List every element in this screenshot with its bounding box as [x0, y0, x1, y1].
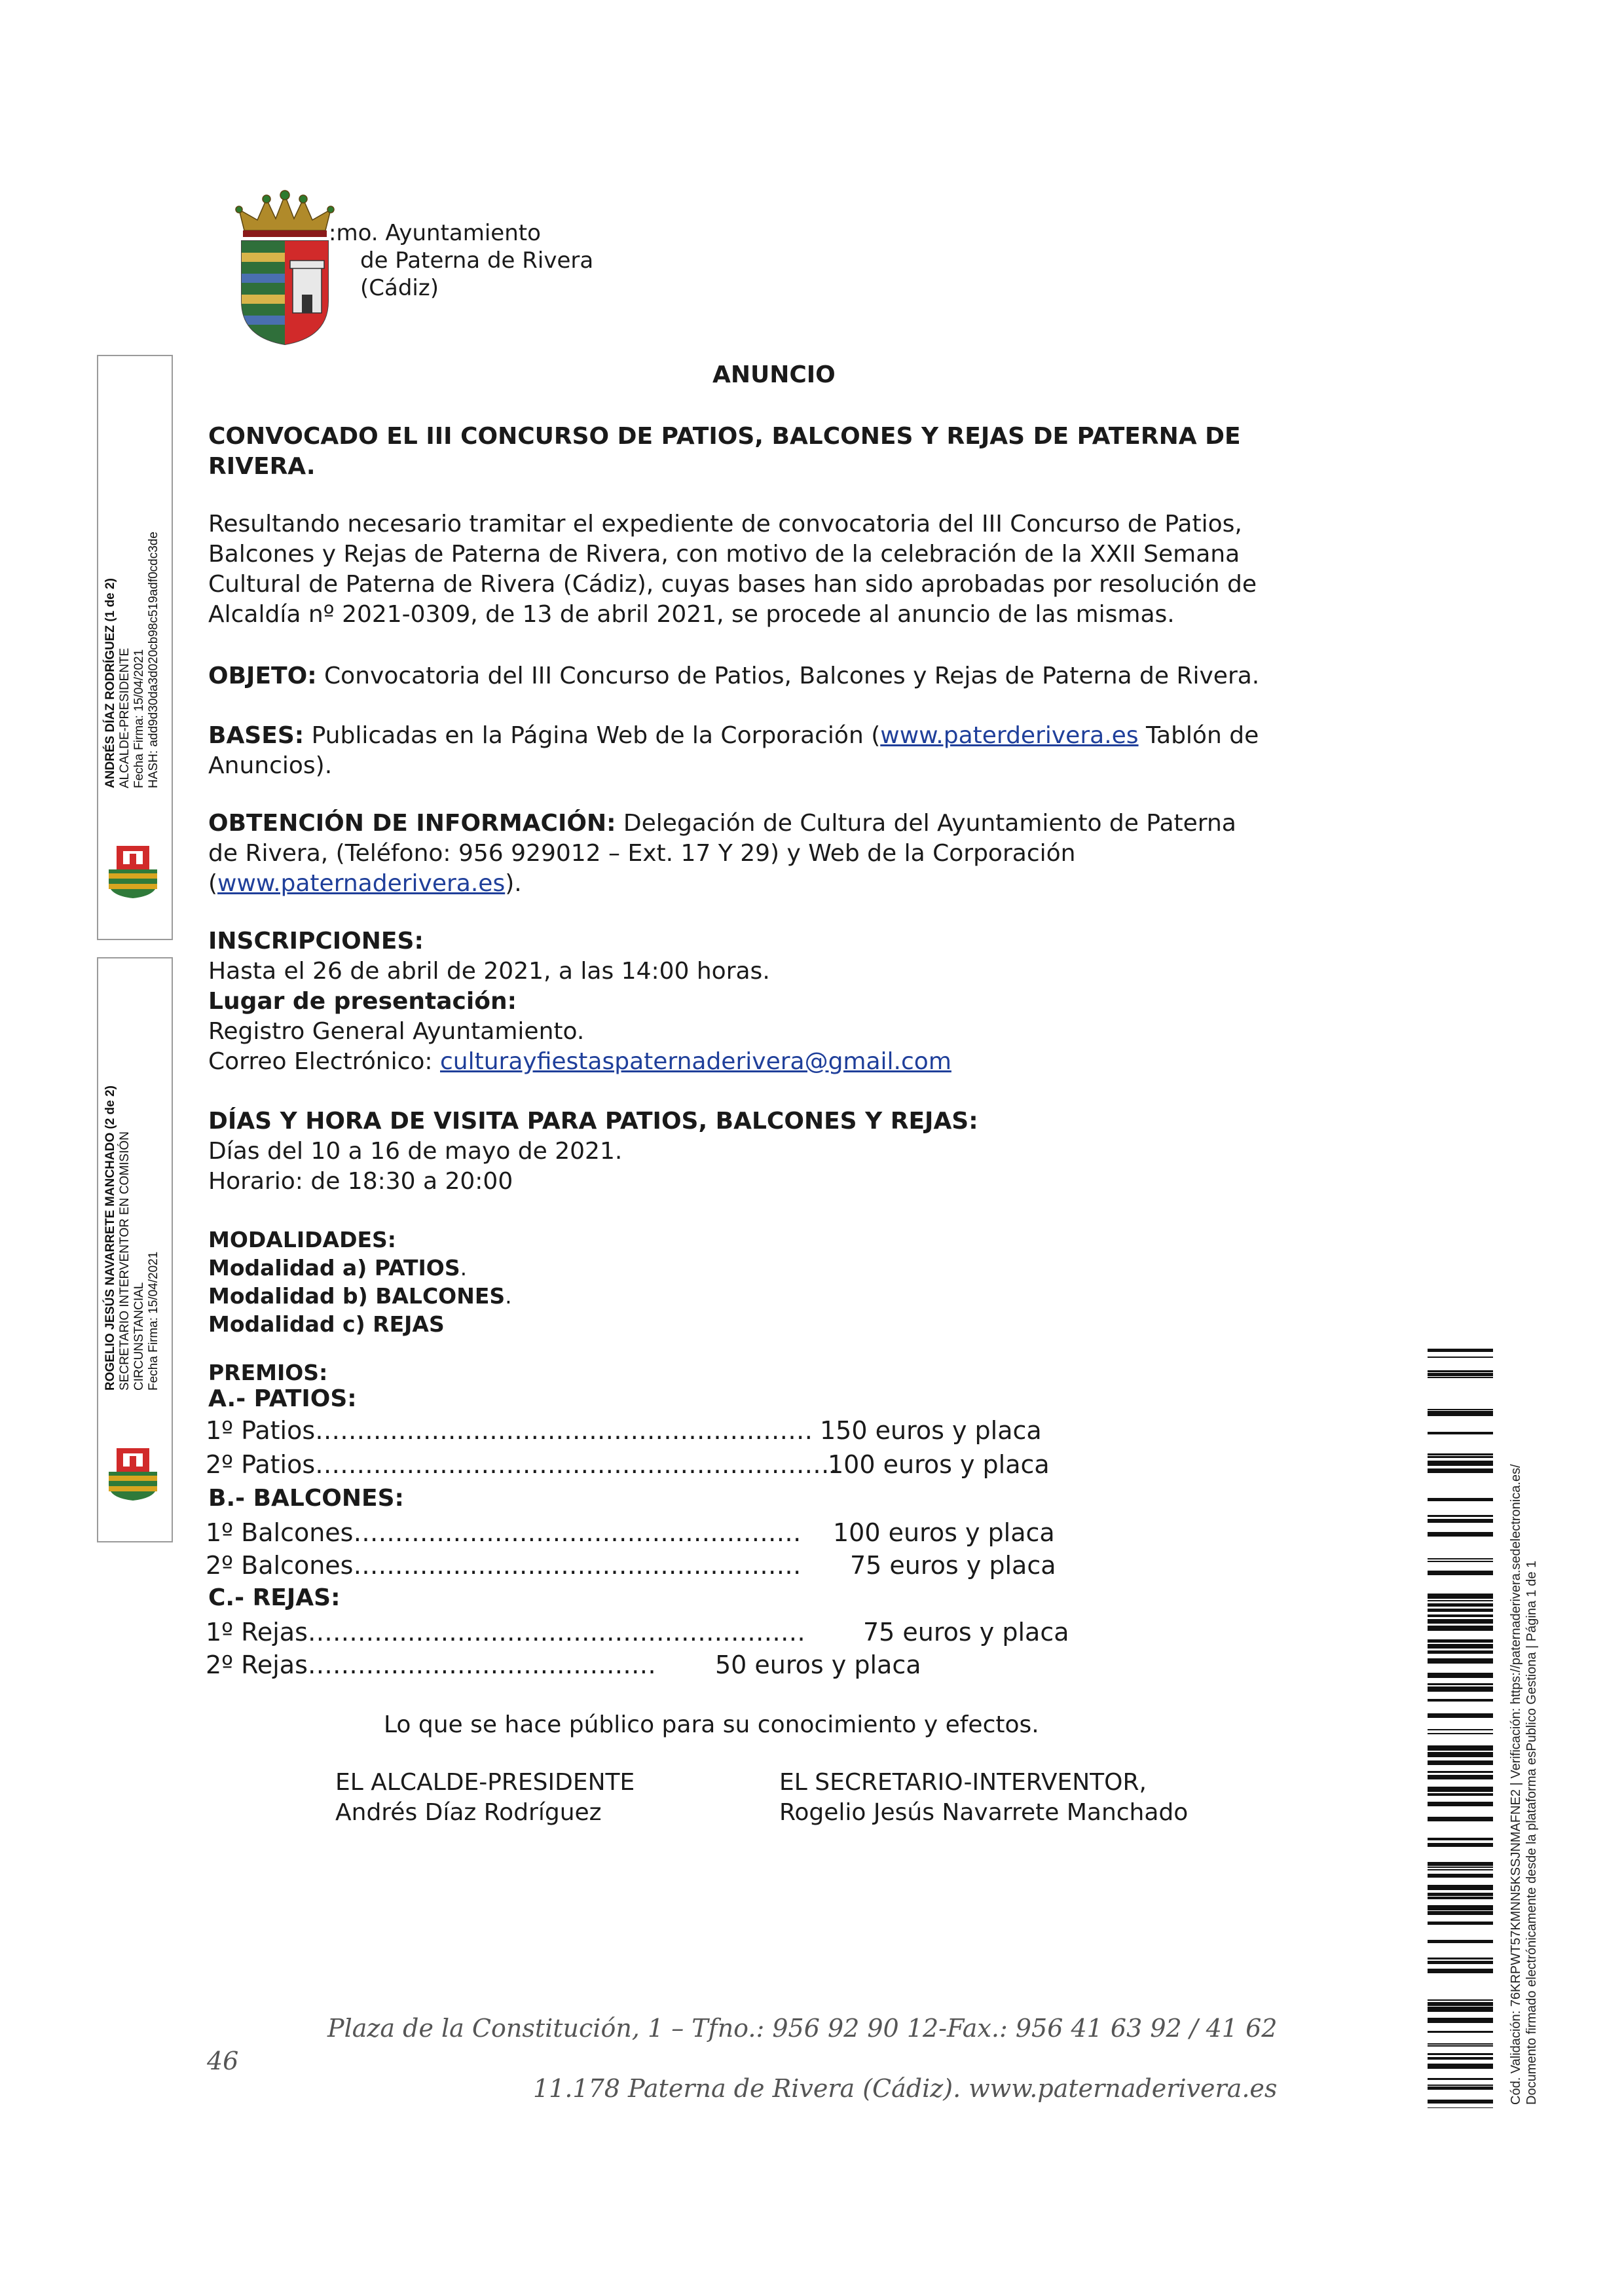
- modalidad-item: Modalidad b) BALCONES.: [208, 1283, 512, 1309]
- modalidad-item: Modalidad c) REJAS: [208, 1311, 445, 1337]
- org-line-2: de Paterna de Rivera: [360, 247, 594, 274]
- page-number: 46: [207, 2047, 239, 2075]
- barcode-bar: [1428, 1775, 1493, 1779]
- bases-line-2: Anuncios).: [208, 752, 333, 779]
- signer-2-name: ROGELIO JESÚS NAVARRETE MANCHADO (2 de 2): [103, 1085, 117, 1391]
- objeto-section: [208, 661, 1259, 691]
- modalidades-section: [208, 1226, 512, 1338]
- signature-stamp-2: [97, 957, 173, 1542]
- closing-text: Lo que se hace público para su conocimiento y efectos.: [384, 1711, 1039, 1738]
- prize-label: 2º Balcones………………………………………………: [206, 1551, 802, 1580]
- intro-line: Balcones y Rejas de Paterna de Rivera, con motivo de la celebración de la XXII Semana: [208, 541, 1240, 568]
- prize-label: 2º Patios………………………………………………………: [206, 1450, 838, 1479]
- barcode-bar: [1428, 1377, 1493, 1378]
- signer-1-role: ALCALDE-PRESIDENTE: [118, 647, 132, 788]
- footer-city: 11.178 Paterna de Rivera (Cádiz). www.paternaderivera.es: [533, 2074, 1278, 2103]
- informacion-section: OBTENCIÓN DE INFORMACIÓN: Delegación de Cultura del Ayuntamiento de Paterna de Rivera, (Teléfono: 956 929012 – Ext. 17 Y 29) y Web de la Corporación (www.paternaderivera.es).: [208, 810, 1236, 897]
- barcode-bar: [1428, 1771, 1493, 1773]
- prize-label: 1º Rejas……………………………………………………: [206, 1618, 805, 1647]
- correo-label: Correo Electrónico:: [208, 1048, 441, 1075]
- barcode-bar: [1428, 1519, 1493, 1523]
- visita-label: DÍAS Y HORA DE VISITA PARA PATIOS, BALCONES Y REJAS:: [208, 1108, 978, 1135]
- barcode-bar: [1428, 1468, 1493, 1473]
- barcode-bar: [1428, 1793, 1493, 1796]
- premios-heading-rejas: C.- REJAS:: [208, 1584, 341, 1611]
- barcode-bar: [1428, 1409, 1493, 1410]
- barcode-bar: [1428, 1874, 1493, 1878]
- signer-2-role: SECRETARIO INTERVENTOR EN COMISIÓN: [118, 1131, 132, 1391]
- barcode-bar: [1428, 1658, 1493, 1664]
- bases-website-link[interactable]: www.paterderivera.es: [880, 722, 1139, 749]
- barcode-bar: [1428, 1843, 1493, 1847]
- barcode-bar: [1428, 1411, 1493, 1416]
- barcode-bar: [1428, 1609, 1493, 1612]
- objeto-text: Convocatoria del III Concurso de Patios, Balcones y Rejas de Paterna de Rivera.: [316, 663, 1260, 689]
- signature-stamp-1: [97, 355, 173, 940]
- signer-block-2: [779, 1768, 1188, 1828]
- barcode-bar: [1428, 1745, 1493, 1751]
- barcode-bar: [1428, 2002, 1493, 2006]
- prize-amount: 150 euros y placa: [820, 1416, 1042, 1445]
- barcode-bar: [1428, 1571, 1493, 1575]
- subject-line-1: CONVOCADO EL III CONCURSO DE PATIOS, BALCONES Y REJAS DE PATERNA DE: [208, 423, 1241, 450]
- visita-horario: Horario: de 18:30 a 20:00: [208, 1168, 513, 1195]
- barcode-bar: [1428, 1558, 1493, 1559]
- barcode-bar: [1428, 1885, 1493, 1890]
- modalidades-label: MODALIDADES:: [208, 1227, 396, 1252]
- barcode-bar: [1428, 1456, 1493, 1458]
- barcode-bar: [1428, 1432, 1493, 1434]
- validation-barcode: [1428, 1349, 1493, 2108]
- lugar-label: Lugar de presentación:: [208, 988, 517, 1015]
- modalidad-item: Modalidad a) PATIOS.: [208, 1255, 468, 1281]
- barcode-bar: [1428, 1817, 1493, 1821]
- premios-heading-patios: A.- PATIOS:: [208, 1385, 357, 1412]
- premios-heading-balcones: B.- BALCONES:: [208, 1485, 404, 1512]
- barcode-bar: [1428, 1961, 1493, 1964]
- barcode-bar: [1428, 1453, 1493, 1455]
- barcode-bar: [1428, 1683, 1493, 1685]
- email-link[interactable]: culturayfiestaspaternaderivera@gmail.com: [440, 1048, 951, 1075]
- barcode-bar: [1428, 1869, 1493, 1870]
- validation-line-1: Cód. Validación: 76KRPWT57KMNN5KSSJNMAFNE2 | Verificación: https://paternaderivera.sedelectronica.es/: [1509, 1464, 1523, 2105]
- barcode-bar: [1428, 1713, 1493, 1718]
- barcode-bar: [1428, 2007, 1493, 2012]
- intro-line: Resultando necesario tramitar el expediente de convocatoria del III Concurso de Patios,: [208, 511, 1242, 538]
- barcode-bar: [1428, 1626, 1493, 1631]
- barcode-bar: [1428, 1958, 1493, 1959]
- barcode-bar: [1428, 1349, 1493, 1352]
- org-line-1: :mo. Ayuntamiento: [329, 220, 541, 246]
- barcode-bar: [1428, 1644, 1493, 1649]
- barcode-bar: [1428, 2064, 1493, 2069]
- informacion-line-2: de Rivera, (Teléfono: 956 929012 – Ext. 17 Y 29) y Web de la Corporación: [208, 840, 1076, 867]
- prize-label: 1º Patios……………………………………………………: [206, 1416, 813, 1445]
- bases-text: Publicadas en la Página Web de la Corporación (: [304, 722, 881, 749]
- barcode-bar: [1428, 1686, 1493, 1692]
- signer-block-1: [335, 1768, 635, 1828]
- barcode-bar: [1428, 2031, 1493, 2033]
- intro-line: Alcaldía nº 2021-0309, de 13 de abril 2021, se procede al anuncio de las mismas.: [208, 601, 1175, 628]
- signer-1-hash: HASH: add9d30da3d020cb98c519adf0cdc3de: [147, 532, 160, 788]
- barcode-bar: [1428, 1532, 1493, 1537]
- barcode-bar: [1428, 2100, 1493, 2104]
- subject: [208, 422, 1241, 482]
- barcode-bar: [1428, 2085, 1493, 2086]
- signer-1-title: EL ALCALDE-PRESIDENTE: [335, 1769, 635, 1796]
- barcode-bar: [1428, 2086, 1493, 2090]
- barcode-bar: [1428, 1999, 1493, 2001]
- prize-amount: 100 euros y placa: [828, 1450, 1050, 1479]
- signature-crest-icon: [103, 1443, 162, 1502]
- barcode-bar: [1428, 1838, 1493, 1840]
- barcode-bar: [1428, 1650, 1493, 1654]
- informacion-label: OBTENCIÓN DE INFORMACIÓN:: [208, 810, 616, 837]
- barcode-bar: [1428, 1673, 1493, 1678]
- validation-line-2: Documento firmado electrónicamente desde la plataforma esPublico Gestiona | Página 1 de 1: [1524, 1560, 1539, 2105]
- footer-address: Plaza de la Constitución, 1 – Tfno.: 956 92 90 12-Fax.: 956 41 63 92 / 41 62: [327, 2014, 1278, 2043]
- barcode-bar: [1428, 2078, 1493, 2080]
- barcode-bar: [1428, 1561, 1493, 1562]
- barcode-bar: [1428, 1733, 1493, 1734]
- barcode-bar: [1428, 1867, 1493, 1868]
- objeto-label: OBJETO:: [208, 663, 317, 689]
- signer-2-role-2: CIRCUNSTANCIAL: [132, 1282, 146, 1391]
- signer-2-fullname: Rogelio Jesús Navarrete Manchado: [779, 1799, 1189, 1826]
- barcode-bar: [1428, 1600, 1493, 1601]
- barcode-bar: [1428, 1357, 1493, 1358]
- prize-amount: 75 euros y placa: [850, 1551, 1056, 1580]
- signer-2-date: Fecha Firma: 15/04/2021: [147, 1251, 160, 1391]
- informacion-text: Delegación de Cultura del Ayuntamiento de Paterna: [616, 810, 1236, 837]
- barcode-bar: [1428, 2045, 1493, 2047]
- barcode-bar: [1428, 2018, 1493, 2023]
- barcode-bar: [1428, 1614, 1493, 1617]
- intro-paragraph: [208, 509, 1257, 630]
- bases-section: [208, 721, 1259, 781]
- barcode-bar: [1428, 2053, 1493, 2055]
- barcode-bar: [1428, 1752, 1493, 1757]
- barcode-bar: [1428, 1897, 1493, 1899]
- prize-label: 1º Balcones………………………………………………: [206, 1518, 802, 1547]
- prize-amount: 50 euros y placa: [715, 1650, 921, 1679]
- signer-1-name: ANDRÉS DÍAZ RODRÍGUEZ (1 de 2): [103, 578, 117, 788]
- inscripciones-label: INSCRIPCIONES:: [208, 928, 424, 955]
- barcode-bar: [1428, 1893, 1493, 1896]
- barcode-bar: [1428, 2107, 1493, 2108]
- barcode-bar: [1428, 1911, 1493, 1915]
- signer-1-fullname: Andrés Díaz Rodríguez: [335, 1799, 602, 1826]
- org-line-3: (Cádiz): [360, 275, 439, 301]
- prize-label: 2º Rejas……………………………………: [206, 1650, 656, 1679]
- barcode-bar: [1428, 1373, 1493, 1376]
- document-title: ANUNCIO: [712, 361, 836, 388]
- informacion-website-link[interactable]: www.paternaderivera.es: [217, 870, 506, 897]
- barcode-bar: [1428, 1515, 1493, 1517]
- bases-text-end: Tablón de: [1138, 722, 1259, 749]
- barcode-bar: [1428, 1729, 1493, 1730]
- barcode-bar: [1428, 1498, 1493, 1501]
- barcode-bar: [1428, 1905, 1493, 1910]
- barcode-bar: [1428, 1940, 1493, 1943]
- barcode-bar: [1428, 1603, 1493, 1607]
- barcode-bar: [1428, 2057, 1493, 2060]
- barcode-bar: [1428, 2043, 1493, 2045]
- signature-crest-icon: [103, 841, 162, 900]
- inscripciones-section: [208, 926, 951, 1077]
- barcode-bar: [1428, 1461, 1493, 1466]
- intro-line: Cultural de Paterna de Rivera (Cádiz), cuyas bases han sido aprobadas por resolución de: [208, 571, 1257, 598]
- barcode-bar: [1428, 1862, 1493, 1866]
- visita-dias: Días del 10 a 16 de mayo de 2021.: [208, 1138, 623, 1165]
- municipal-crest-logo: [232, 190, 337, 347]
- premios-label: PREMIOS:: [208, 1360, 328, 1385]
- barcode-bar: [1428, 1760, 1493, 1765]
- bases-label: BASES:: [208, 722, 304, 749]
- barcode-bar: [1428, 1619, 1493, 1624]
- barcode-bar: [1428, 1922, 1493, 1925]
- barcode-bar: [1428, 1370, 1493, 1372]
- barcode-bar: [1428, 1802, 1493, 1806]
- inscripciones-text: Hasta el 26 de abril de 2021, a las 14:00 horas.: [208, 958, 770, 985]
- barcode-bar: [1428, 1594, 1493, 1599]
- barcode-bar: [1428, 1639, 1493, 1643]
- barcode-bar: [1428, 1969, 1493, 1973]
- lugar-text: Registro General Ayuntamiento.: [208, 1018, 585, 1045]
- informacion-line-3-end: ).: [505, 870, 522, 897]
- validation-text: [1508, 1464, 1540, 2105]
- signer-1-date: Fecha Firma: 15/04/2021: [132, 649, 146, 788]
- subject-line-2: RIVERA.: [208, 453, 316, 480]
- visita-section: [208, 1106, 978, 1197]
- barcode-bar: [1428, 1699, 1493, 1702]
- signer-2-title: EL SECRETARIO-INTERVENTOR,: [779, 1769, 1147, 1796]
- organization-name: [329, 219, 593, 302]
- prize-amount: 75 euros y placa: [863, 1618, 1069, 1647]
- barcode-bar: [1428, 1787, 1493, 1792]
- prize-amount: 100 euros y placa: [833, 1518, 1055, 1547]
